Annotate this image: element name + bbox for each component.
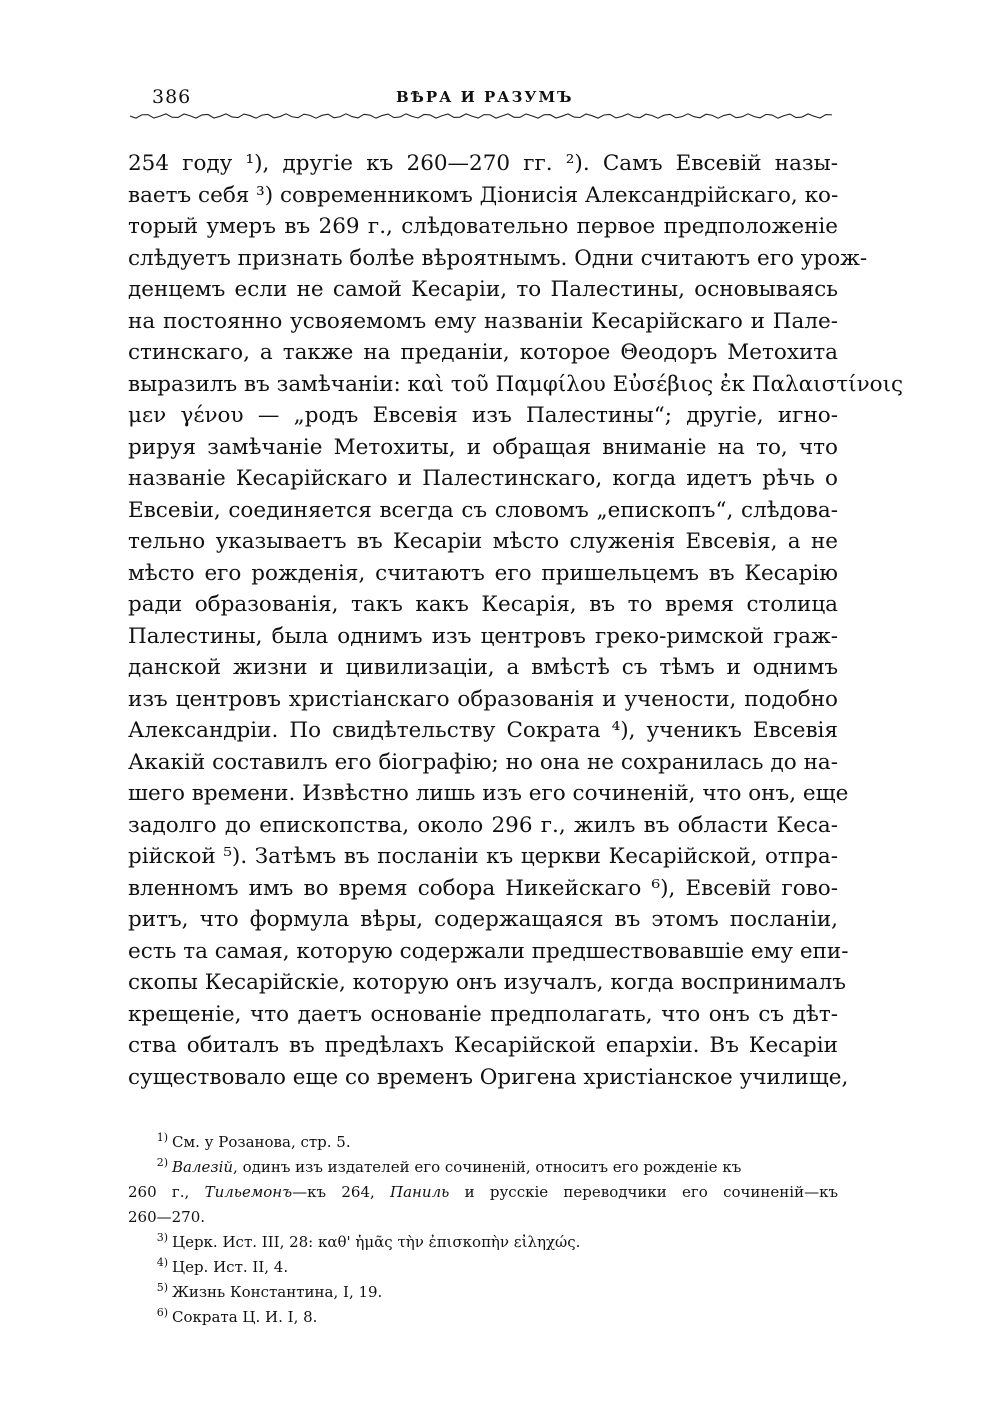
text-line: Палестины, была однимъ изъ центровъ греко-римской граж- <box>128 623 838 649</box>
footnote-5: 5) Жизнь Константина, I, 19. <box>156 1281 383 1301</box>
footnote-text: Жизнь Константина, I, 19. <box>172 1283 383 1301</box>
footnote-text: —къ 264, <box>292 1183 391 1201</box>
text-line: названіе Кесарійскаго и Палестинскаго, когда идетъ рѣчь о <box>128 466 838 491</box>
footnote-3: 3) Церк. Ист. III, 28: καθ' ἡμᾶς τὴν ἐπισκοπὴν εἰληχώς. <box>156 1231 581 1251</box>
footnote-2: 2) Валезій, одинъ изъ издателей его сочиненій, относитъ его рожденіе къ <box>156 1156 742 1176</box>
footnote-6: 6) Сократа Ц. И. I, 8. <box>156 1306 318 1326</box>
text-line: Евсевіи, соединяется всегда съ словомъ „епископъ“, слѣдова- <box>128 497 838 523</box>
footnote-author: Тильемонъ <box>204 1183 293 1201</box>
footnote-author: Валезій <box>172 1158 234 1176</box>
footnote-text: Цер. Ист. II, 4. <box>172 1258 289 1276</box>
page-number: 386 <box>152 86 192 108</box>
text-line: 254 году ¹), другіе къ 260—270 гг. ²). Самъ Евсевій назы- <box>128 151 838 176</box>
text-line: Акакій составилъ его біографію; но она не сохранилась до на- <box>128 749 838 775</box>
text-line: на постоянно усвояемомъ ему названіи Кесарійскаго и Пале- <box>128 308 838 334</box>
text-line: стинскаго, а также на преданіи, которое Θеодоръ Метохита <box>128 340 838 365</box>
text-line: ради образованія, такъ какъ Кесарія, въ то время столица <box>128 592 838 617</box>
text-line: μεν γένου — „родъ Евсевія изъ Палестины“; другіе, игно- <box>128 403 838 428</box>
footnote-text: и русскіе переводчики его сочиненій—къ <box>449 1183 838 1201</box>
text-line: рійской ⁵). Затѣмъ въ посланіи къ церкви Кесарійской, отпра- <box>128 844 838 869</box>
text-line: данской жизни и цивилизаціи, а вмѣстѣ съ тѣмъ и однимъ <box>128 655 838 680</box>
text-line: крещеніе, что даетъ основаніе предполагать, что онъ съ дѣт- <box>128 1001 838 1027</box>
text-line: существовало еще со временъ Оригена христіанское училище, <box>128 1064 849 1090</box>
text-line: ства обиталъ въ предѣлахъ Кесарійской епархіи. Въ Кесаріи <box>128 1033 838 1058</box>
text-line: рируя замѣчаніе Метохиты, и обращая вниманіе на то, что <box>128 434 838 460</box>
main-text <box>128 148 904 1093</box>
text-line: Александріи. По свидѣтельству Сократа ⁴), ученикъ Евсевія <box>128 718 838 743</box>
footnote-2-cont <box>128 1180 838 1205</box>
text-line: денцемъ если не самой Кесаріи, то Палестины, основываясь <box>128 277 838 302</box>
decorative-wavy-rule <box>130 110 835 122</box>
text-line: скопы Кесарійскіе, которую онъ изучалъ, когда воспринималъ <box>128 970 846 995</box>
footnote-text: , одинъ изъ издателей его сочиненій, относитъ его рожденіе къ <box>233 1158 742 1176</box>
footnote-text: 260 г., <box>128 1183 205 1201</box>
footnote-text: Церк. Ист. III, 28: καθ' ἡμᾶς τὴν ἐπισκοπὴν εἰληχώς. <box>172 1233 581 1251</box>
footnote-author: Паниль <box>390 1183 450 1201</box>
text-line: задолго до епископства, около 296 г., жилъ въ области Кеса- <box>128 812 838 838</box>
footnotes <box>128 1130 838 1330</box>
text-line: ритъ, что формула вѣры, содержащаяся въ этомъ посланіи, <box>128 907 838 932</box>
footnote-1: 1) См. у Розанова, стр. 5. <box>156 1131 351 1151</box>
text-line: выразилъ въ замѣчаніи: καὶ τοῦ Παμφίλου Εὐσέβιος ἐκ Παλαιστίνοις <box>128 371 904 397</box>
footnote-text: 260—270. <box>128 1208 206 1226</box>
text-line: торый умеръ въ 269 г., слѣдовательно первое предположеніе <box>128 214 838 239</box>
text-line: вленномъ имъ во время собора Никейскаго ⁶), Евсевій гово- <box>128 875 838 901</box>
text-line: шего времени. Извѣстно лишь изъ его сочиненій, что онъ, еще <box>128 781 849 806</box>
text-line: есть та самая, которую содержали предшествовавшіе ему епи- <box>128 938 849 964</box>
text-line: тельно указываетъ въ Кесаріи мѣсто служенія Евсевія, а не <box>128 529 838 554</box>
running-title: ВѢРА И РАЗУМЪ <box>396 88 574 106</box>
text-line: ваетъ себя ³) современникомъ Діонисія Александрійскаго, ко- <box>128 182 839 208</box>
footnote-4: 4) Цер. Ист. II, 4. <box>156 1256 289 1276</box>
footnote-2-cont <box>128 1205 838 1230</box>
text-line: слѣдуетъ признать болѣе вѣроятнымъ. Одни считаютъ его урож- <box>128 245 868 271</box>
text-line: изъ центровъ христіанскаго образованія и учености, подобно <box>128 686 838 712</box>
footnote-text: Сократа Ц. И. I, 8. <box>172 1308 318 1326</box>
footnote-text: См. у Розанова, стр. 5. <box>172 1133 351 1151</box>
text-line: мѣсто его рожденія, считаютъ его пришельцемъ въ Кесарію <box>128 560 838 586</box>
